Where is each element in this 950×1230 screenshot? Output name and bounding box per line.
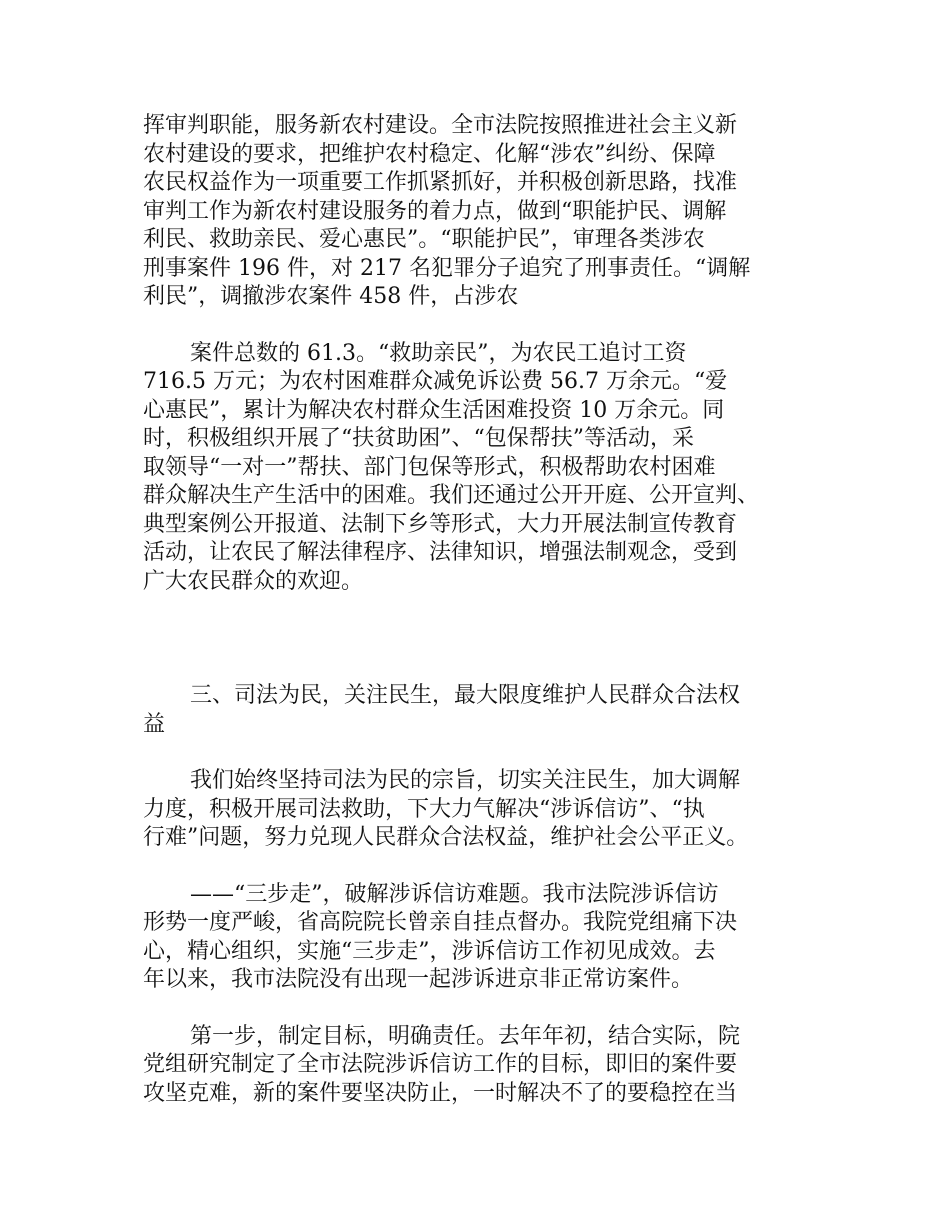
text-line: 农民权益作为一项重要工作抓紧抓好，并积极创新思路，找准 — [143, 170, 738, 195]
section-heading-three — [143, 682, 833, 739]
text-line: 利民、救助亲民、爱心惠民”。“职能护民”，审理各类涉农 — [143, 227, 705, 252]
paragraph-rural-construction — [143, 112, 833, 312]
text-line: 攻坚克难，新的案件要坚决防止，一时解决不了的要稳控在当 — [143, 1080, 738, 1106]
text-line: 第一步，制定目标，明确责任。去年年初，结合实际，院 — [190, 1023, 741, 1049]
text-line: 活动，让农民了解法律程序、法律知识，增强法制观念，受到 — [143, 540, 738, 565]
text-line: 刑事案件 196 件，对 217 名犯罪分子追究了刑事责任。“调解 — [143, 255, 751, 281]
text-line: 我们始终坚持司法为民的宗旨，切实关注民生，加大调解 — [190, 768, 741, 793]
text-line: 案件总数的 61.3。“救助亲民”，为农民工追讨工资 — [190, 340, 687, 366]
text-line: 农村建设的要求，把维护农村稳定、化解“涉农”纠纷、保障 — [143, 141, 716, 167]
paragraph-three-steps — [143, 881, 833, 995]
text-line: 党组研究制定了全市法院涉诉信访工作的目标，即旧的案件要 — [143, 1052, 738, 1077]
paragraph-judicial-for-people — [143, 767, 833, 853]
paragraph-step-one — [143, 1023, 833, 1109]
text-line: 广大农民群众的欢迎。 — [143, 568, 364, 594]
text-line: 形势一度严峻，省高院院长曾亲自挂点督办。我院党组痛下决 — [143, 910, 738, 935]
text-line: 审判工作为新农村建设服务的着力点，做到“职能护民、调解 — [143, 198, 727, 224]
text-line: 716.5 万元；为农村困难群众减免诉讼费 56.7 万余元。“爱 — [143, 369, 728, 394]
text-line: ——“三步走”，破解涉诉信访难题。我市法院涉诉信访 — [190, 881, 719, 907]
heading-line: 三、司法为民，关注民生，最大限度维护人民群众合法权 — [190, 683, 741, 708]
text-line: 年以来，我市法院没有出现一起涉诉进京非正常访案件。 — [143, 967, 694, 992]
text-line: 群众解决生产生活中的困难。我们还通过公开开庭、公开宣判、 — [143, 483, 760, 508]
text-line: 心，精心组织，实施“三步走”，涉诉信访工作初见成效。去 — [143, 938, 716, 964]
text-line: 行难”问题，努力兑现人民群众合法权益，维护社会公平正义。 — [143, 825, 749, 850]
text-line: 力度，积极开展司法救助，下大力气解决“涉诉信访”、“执 — [143, 796, 705, 822]
text-line: 时，积极组织开展了“扶贫助困”、“包保帮扶”等活动，采 — [143, 426, 694, 451]
text-line: 心惠民”，累计为解决农村群众生活困难投资 10 万余元。同 — [143, 397, 725, 423]
text-line: 典型案例公开报道、法制下乡等形式，大力开展法制宣传教育 — [143, 511, 738, 537]
text-line: 利民”，调撤涉农案件 458 件，占涉农 — [143, 284, 519, 309]
document-body — [143, 112, 833, 1108]
heading-line: 益 — [143, 711, 166, 737]
paragraph-case-statistics — [143, 340, 833, 597]
text-line: 挥审判职能，服务新农村建设。全市法院按照推进社会主义新 — [143, 113, 738, 138]
text-line: 取领导“一对一”帮扶、部门包保等形式，积极帮助农村困难 — [143, 454, 716, 480]
